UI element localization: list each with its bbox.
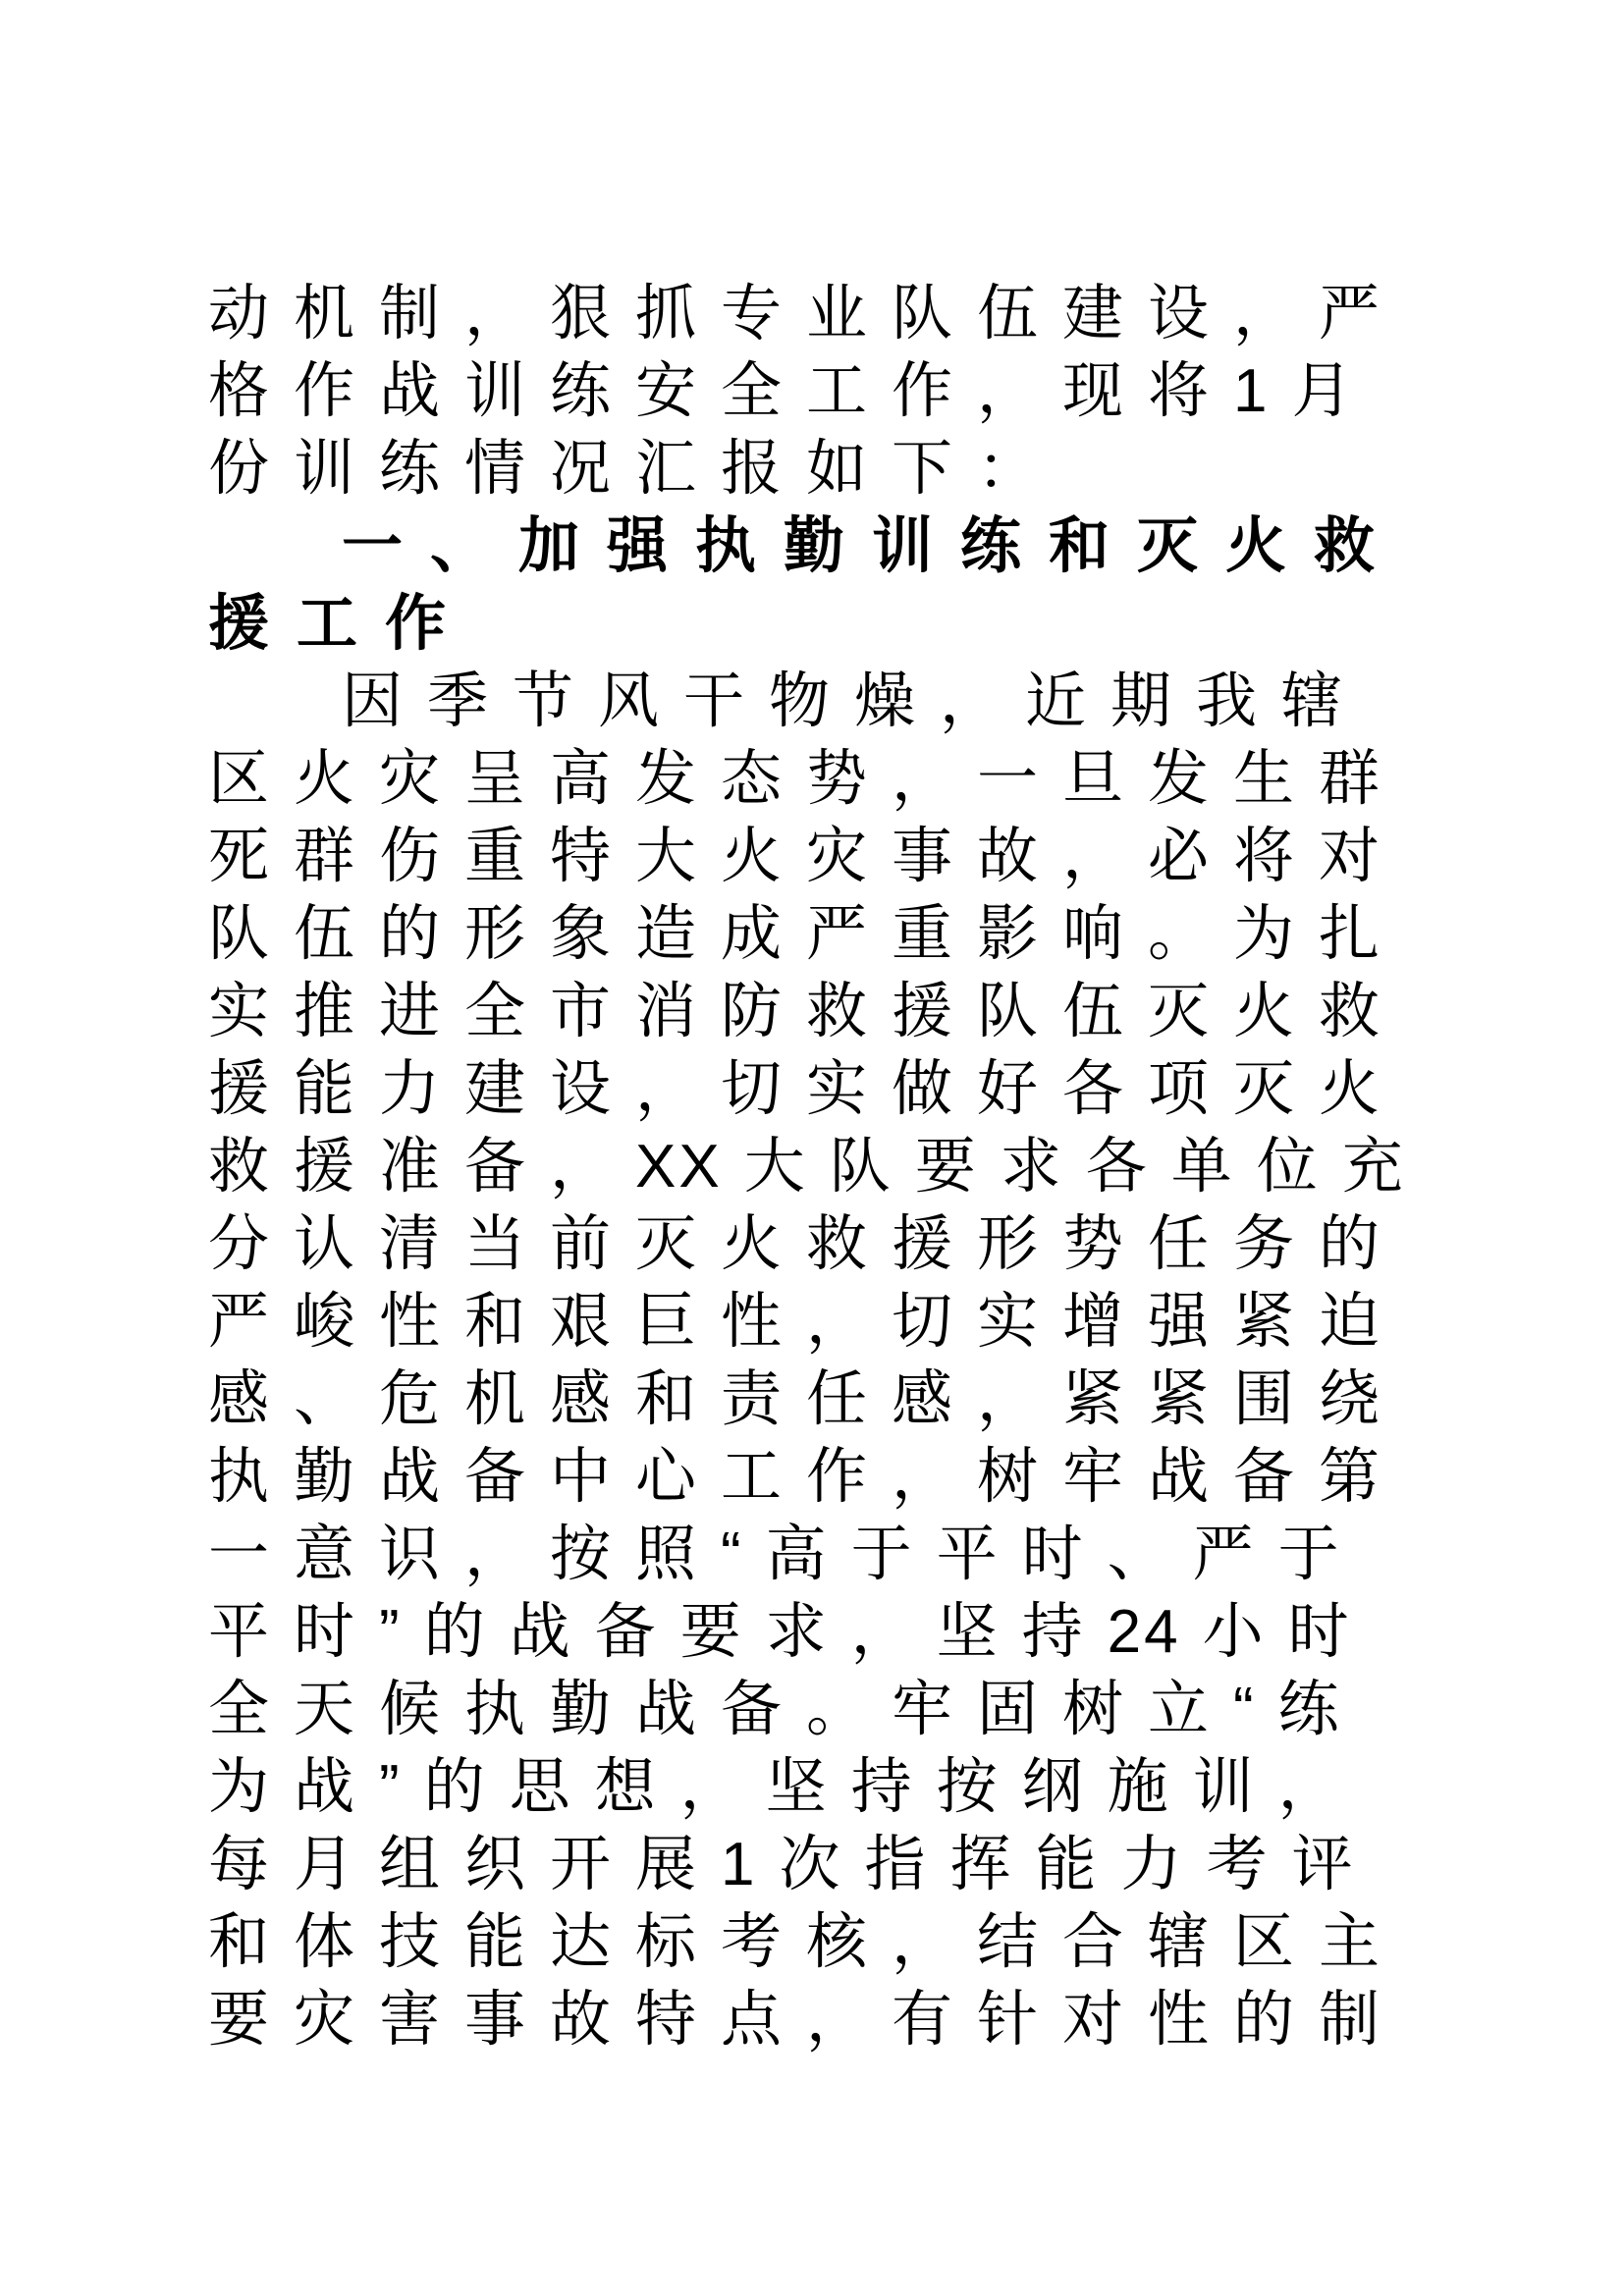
text-line: 感、危机感和责任感，紧紧围绕: [208, 1365, 1405, 1433]
section-heading-line: 援工作: [208, 590, 474, 658]
text-line: 救援准备，XX 大队要求各单位充: [208, 1133, 1428, 1201]
text-line: 和体技能达标考核，结合辖区主: [208, 1908, 1405, 1976]
text-line: 平时”的战备要求，坚持24 小时: [208, 1598, 1374, 1666]
text-line: 死群伤重特大火灾事故，必将对: [208, 823, 1405, 890]
text-line: 援能力建设，切实做好各项灭火: [208, 1055, 1405, 1123]
text-line: 全天候执勤战备。牢固树立“练: [208, 1676, 1364, 1743]
text-line: 为战”的思想，坚持按纲施训，: [208, 1753, 1364, 1821]
text-line: 要灾害事故特点，有针对性的制: [208, 1986, 1405, 2054]
document-body-text: [208, 275, 1428, 2058]
text-line: 一意识，按照“高于平时、严于: [208, 1521, 1364, 1588]
text-line: 份训练情况汇报如下：: [208, 435, 1063, 503]
text-line: 每月组织开展1 次指挥能力考评: [208, 1831, 1378, 1898]
text-line: 执勤战备中心工作，树牢战备第: [208, 1443, 1405, 1511]
text-line: 动机制，狠抓专业队伍建设，严: [208, 280, 1405, 347]
text-line: 区火灾呈高发态势，一旦发生群: [208, 745, 1405, 813]
text-line: 实推进全市消防救援队伍灭火救: [208, 978, 1405, 1045]
text-line: 因季节风干物燥，近期我辖: [342, 667, 1368, 735]
text-line: 严峻性和艰巨性，切实增强紧迫: [208, 1288, 1405, 1356]
text-line: 分认清当前灭火救援形势任务的: [208, 1210, 1405, 1278]
section-heading-line: 一、加强执勤训练和灭火救: [342, 512, 1403, 580]
text-line: 格作战训练安全工作，现将1 月: [208, 357, 1378, 425]
text-line: 队伍的形象造成严重影响。为扎: [208, 900, 1405, 968]
